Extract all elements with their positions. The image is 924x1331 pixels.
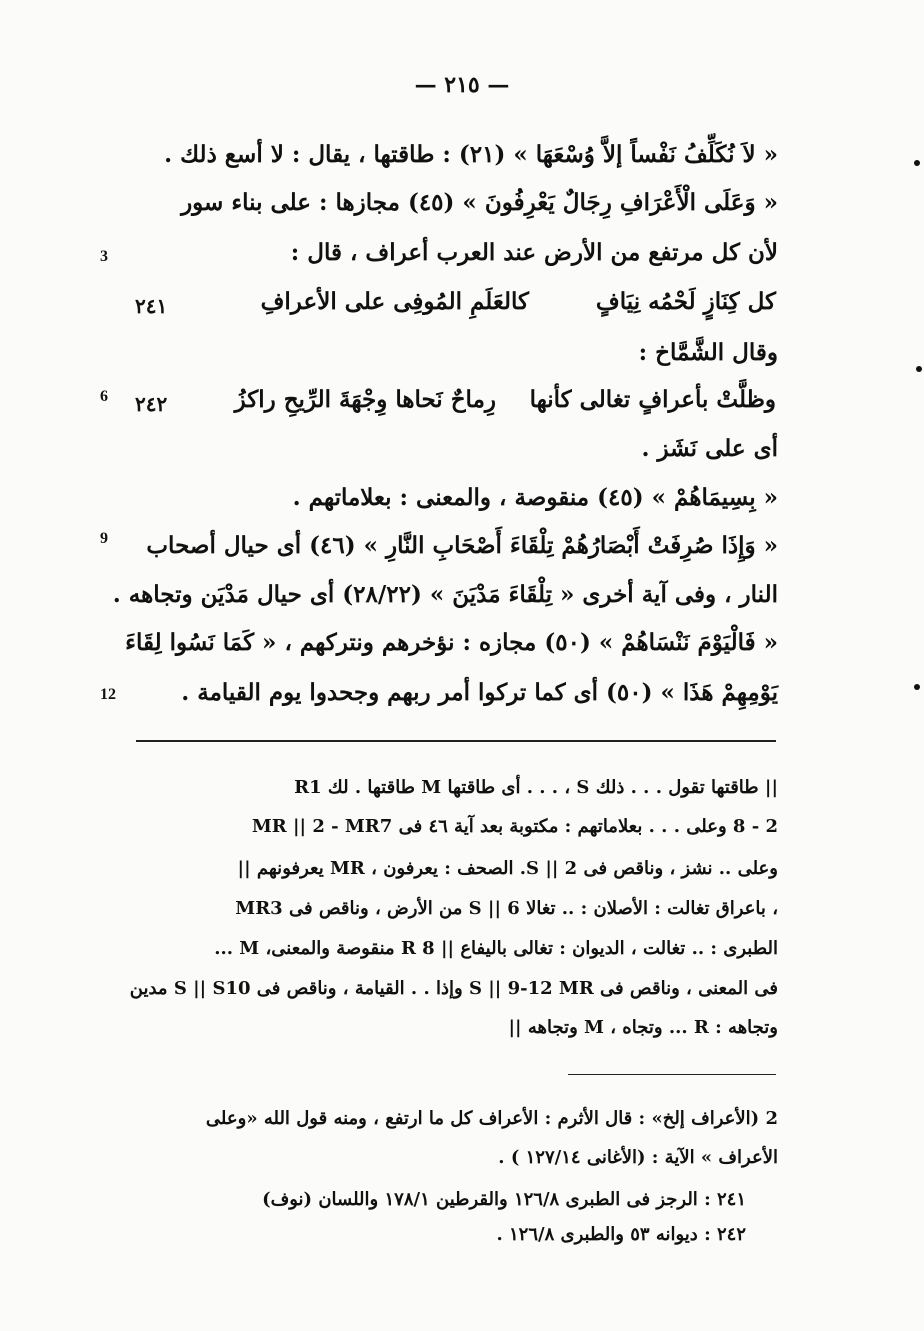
margin-mark (916, 366, 922, 372)
poem2-right-hemistich: وظلَّتْ بأعرافٍ تغالى كأنها (529, 386, 776, 413)
body-line: وقال الشَّمَّاخ : (638, 339, 778, 366)
margin-mark (914, 160, 920, 166)
body-line: يَوْمِهِمْ هَذَا » (٥٠) أى كما تركوا أمر ربهم وجحدوا يوم القيامة . (181, 679, 778, 706)
body-line: « لاَ نُكَلِّفُ نَفْساً إلاَّ وُسْعَهَا » (٢١) : طاقتها ، يقال : لا أسع ذلك . (164, 141, 778, 168)
footnote-line: 2 (الأعراف إلخ» : قال الأثرم : الأعراف كل ما ارتفع ، ومنه قول الله «وعلى (205, 1108, 778, 1129)
line-number: 12 (100, 686, 116, 703)
apparatus-line: 2 - 8 وعلى . . . بعلاماتهم : مكتوبة بعد آية ٤٦ فى MR || 2 - MR7 (251, 816, 778, 837)
footnote-line: ٢٤٢ : ديوانه ٥٣ والطبرى ١٢٦/٨ . (496, 1224, 746, 1245)
line-number: 9 (100, 530, 108, 547)
apparatus-line: وعلى .. نشز ، وناقص فى S || 2. الصحف : يعرفون ، MR يعرفونهم || (237, 858, 778, 879)
margin-mark (914, 684, 920, 690)
body-line: « وَعَلَى الْأَعْرَافِ رِجَالٌ يَعْرِفُونَ » (٤٥) مجازها : على بناء سور (181, 189, 778, 216)
poem1-left-hemistich: كالعَلَمِ المُوفِى على الأعرافِ (260, 288, 529, 315)
body-line: أى على نَشَز . (641, 435, 778, 462)
body-line: النار ، وفى آية أخرى « تِلْقَاءَ مَدْيَنَ » (٢٨/٢٢) أى حيال مَدْيَن وتجاهه . (112, 581, 778, 608)
body-line: « بِسِيمَاهُمْ » (٤٥) منقوصة ، والمعنى : بعلاماتهم . (292, 484, 778, 511)
footnote-line: ٢٤١ : الرجز فى الطبرى ١٢٦/٨ والقرطين ١٧٨/١ واللسان (نوف) (262, 1189, 746, 1210)
footnote-divider (568, 1074, 776, 1075)
apparatus-divider (136, 740, 776, 742)
line-number: 6 (100, 388, 108, 405)
poem2-left-hemistich: رِماحٌ نَحاها وِجْهَةَ الرِّيحِ راكزُ (234, 386, 496, 413)
poem2-number: ٢٤٢ (135, 392, 168, 416)
body-line: لأن كل مرتفع من الأرض عند العرب أعراف ، قال : (290, 239, 778, 266)
apparatus-line: فى المعنى ، وناقص فى S || 9-12 MR وإذا . . القيامة ، وناقص فى S || S10 مدين (129, 978, 778, 999)
apparatus-line: الطبرى : .. تغالت ، الديوان : تغالى باليفاع || R 8 منقوصة والمعنى، M ... (214, 938, 778, 959)
apparatus-line: MR3 من الأرض ، وناقص فى S || 6 باعراق تغالت : الأصلان : .. تغالا ، (235, 898, 778, 919)
body-line: « وَإِذَا صُرِفَتْ أَبْصَارُهُمْ تِلْقَاءَ أَصْحَابِ النَّارِ » (٤٦) أى حيال أصحاب (146, 532, 778, 559)
line-number: 3 (100, 248, 108, 265)
poem1-right-hemistich: كل كِنَازٍ لَحْمُه نِيَافٍ (595, 288, 776, 315)
apparatus-line: R1 طاقتها . لك M أى طاقتها . . . ، S طاقتها تقول . . . ذلك || (294, 777, 778, 798)
footnote-line: الأعراف » الآية : (الأغانى ١٢٧/١٤ ) . (498, 1147, 778, 1168)
body-line: « فَالْيَوْمَ نَنْسَاهُمْ » (٥٠) مجازه : نؤخرهم ونتركهم ، « كَمَا نَسُوا لِقَاءَ (125, 629, 778, 656)
apparatus-line: وتجاهه : R ... وتجاه ، M وتجاهه || (508, 1017, 778, 1038)
poem1-number: ٢٤١ (135, 294, 168, 318)
page-number: — ٢١٥ — (414, 72, 510, 98)
